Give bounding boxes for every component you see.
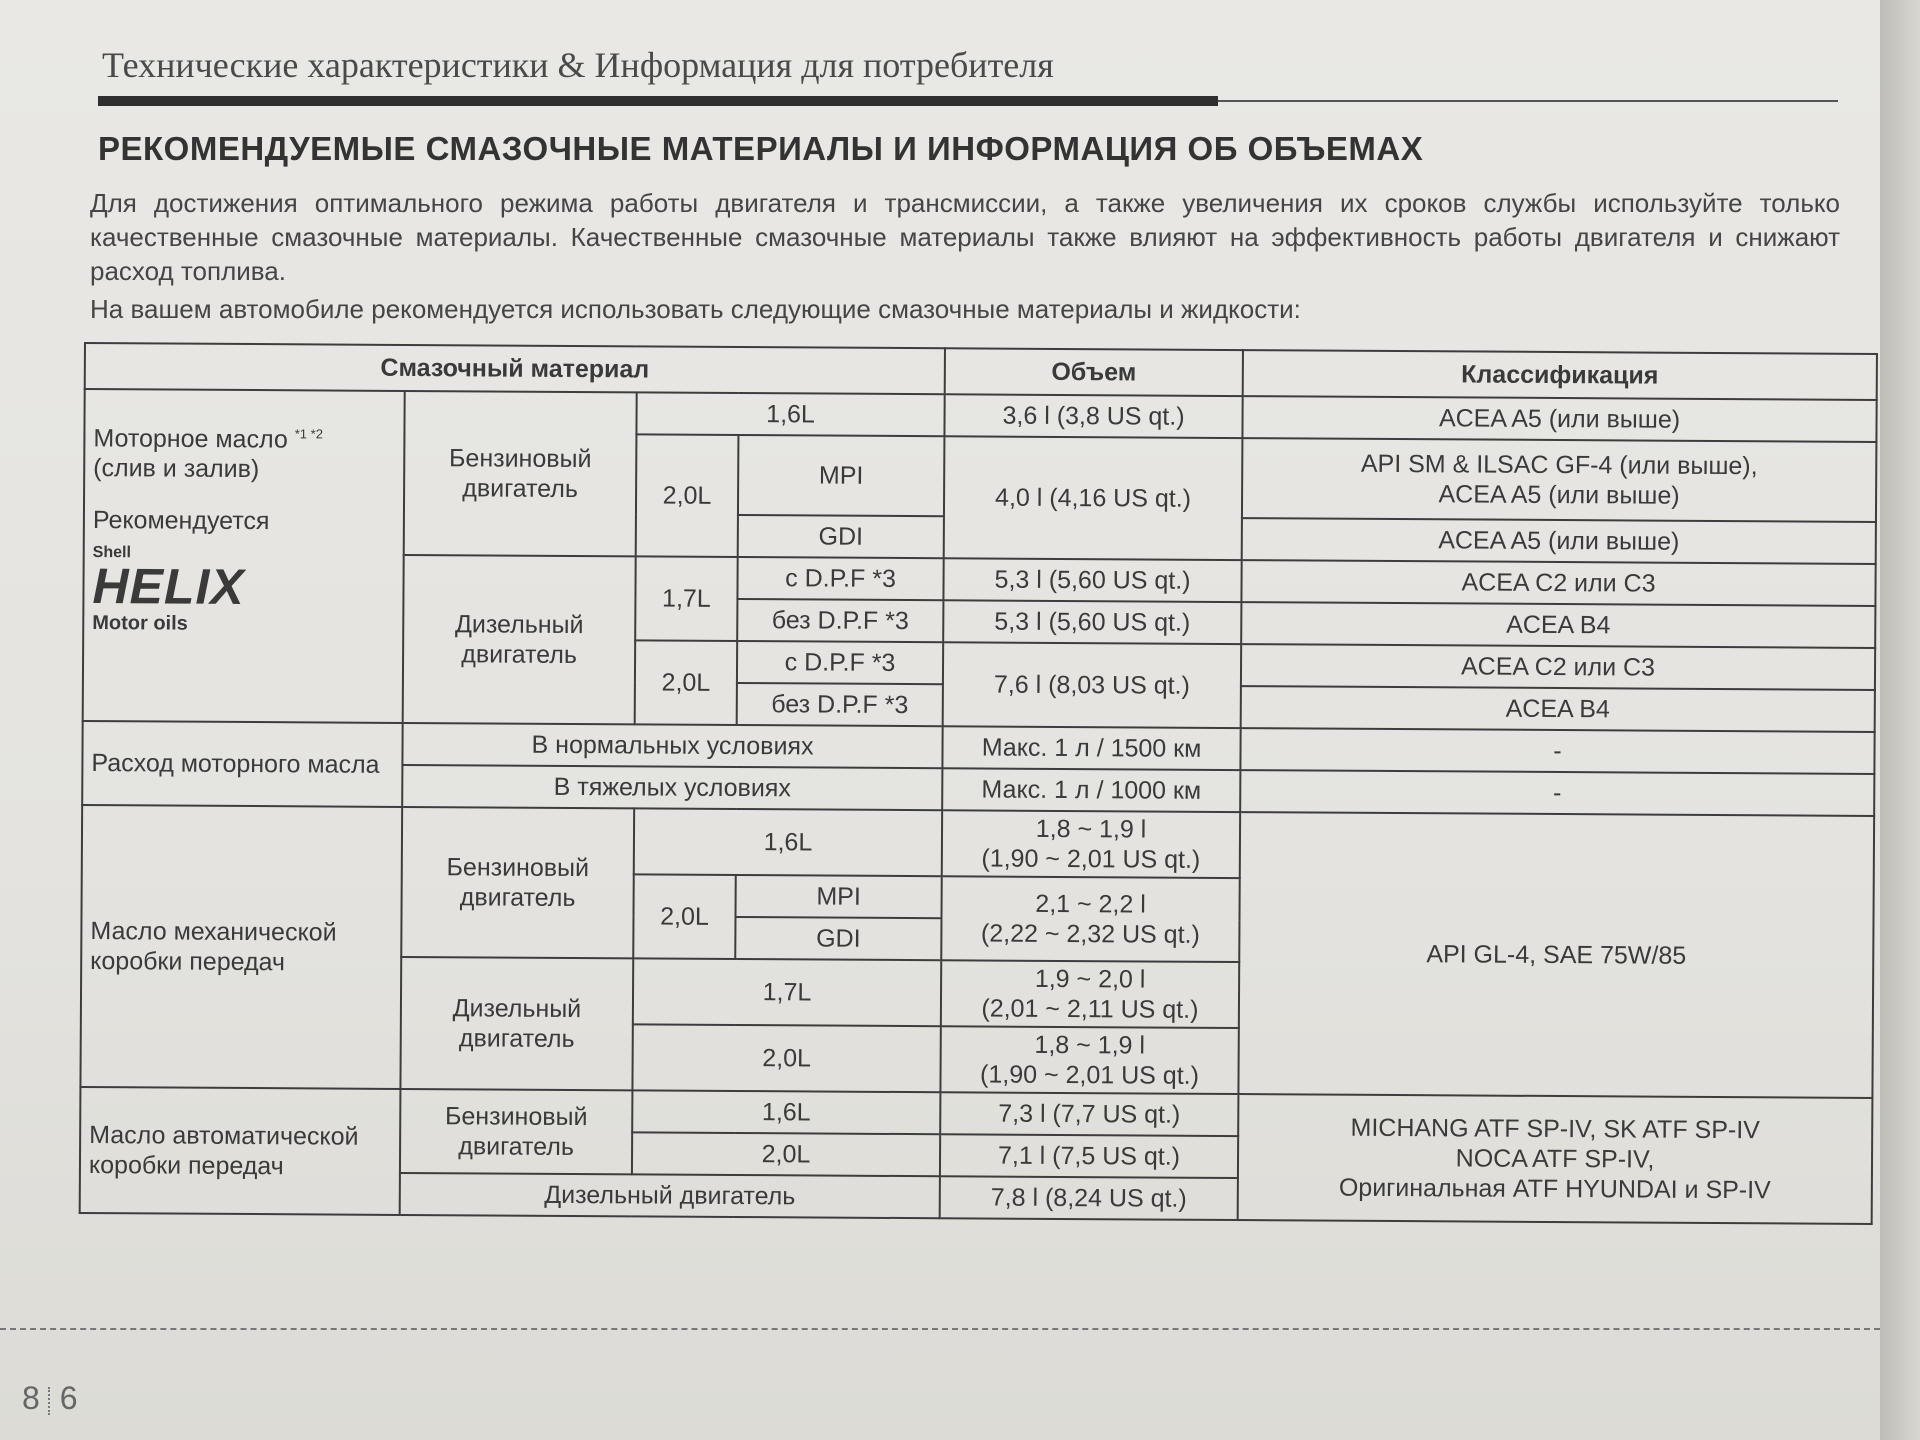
at-r2-size: 2,0L bbox=[632, 1132, 940, 1176]
logo-helix-text: HELIX bbox=[92, 558, 245, 616]
manual-class: API GL-4, SAE 75W/85 bbox=[1238, 812, 1874, 1098]
eo-r7-type: без D.P.F *3 bbox=[737, 683, 943, 726]
eo-r4-size: 1,7L bbox=[635, 556, 738, 641]
eo-r1-size: 1,6L bbox=[636, 392, 944, 436]
section-title: РЕКОМЕНДУЕМЫЕ СМАЗОЧНЫЕ МАТЕРИАЛЫ И ИНФОРМАЦИЯ ОБ ОБЪЕМАХ bbox=[98, 130, 1424, 167]
eo-r2-class-line2: ACEA A5 (или выше) bbox=[1438, 480, 1680, 510]
footer-divider bbox=[0, 1328, 1880, 1330]
mt-r4-vol2: (2,01 ~ 2,11 US qt.) bbox=[981, 994, 1199, 1024]
mt-r2-type: MPI bbox=[735, 875, 941, 918]
eo-r7-class: ACEA B4 bbox=[1241, 686, 1875, 732]
automatic-class-line3: Оригинальная ATF HYUNDAI и SP-IV bbox=[1338, 1173, 1771, 1205]
automatic-class-line1: MICHANG ATF SP-IV, SK ATF SP-IV bbox=[1350, 1113, 1760, 1145]
intro-paragraph-1: Для достижения оптимального режима работы двигателя и трансмиссии, а также увеличения их сроков службы используйте только качественные смазочные материалы. Качественные смазочные материалы также влияют на эффективность работы двигателя и снижают расход топлива. bbox=[90, 188, 1840, 286]
page-number bbox=[22, 1380, 78, 1417]
mt-r5-vol1: 1,8 ~ 1,9 l bbox=[1034, 1030, 1146, 1060]
manual-label: Масло механической коробки передач bbox=[80, 805, 402, 1089]
oil-consumption-normal-value: Макс. 1 л / 1500 км bbox=[942, 726, 1240, 770]
oil-consumption-normal-class: - bbox=[1240, 728, 1874, 774]
eo-r3-type: GDI bbox=[738, 515, 944, 558]
eo-r1-volume: 3,6 l (3,8 US qt.) bbox=[944, 394, 1242, 438]
engine-oil-sublabel: (слив и залив) bbox=[93, 454, 260, 484]
at-r2-volume: 7,1 l (7,5 US qt.) bbox=[940, 1134, 1238, 1178]
mt-r2-volume bbox=[941, 876, 1240, 962]
oil-consumption-label: Расход моторного масла bbox=[82, 721, 403, 807]
next-page-edge bbox=[1880, 0, 1920, 1440]
at-r3-volume: 7,8 l (8,24 US qt.) bbox=[940, 1176, 1238, 1220]
eo-r4-class: ACEA C2 или C3 bbox=[1241, 560, 1875, 606]
at-r1-volume: 7,3 l (7,7 US qt.) bbox=[940, 1092, 1238, 1136]
eo-r1-class: ACEA A5 (или выше) bbox=[1242, 396, 1876, 442]
mt-r4-vol1: 1,9 ~ 2,0 l bbox=[1034, 964, 1146, 994]
page-header bbox=[98, 40, 1218, 106]
mt-r3-type: GDI bbox=[735, 917, 941, 960]
manual-diesel: Дизельный двигатель bbox=[400, 957, 633, 1090]
eo-r5-volume: 5,3 l (5,60 US qt.) bbox=[943, 600, 1241, 644]
automatic-label: Масло автоматической коробки передач bbox=[80, 1087, 401, 1215]
page-number-right: 6 bbox=[59, 1380, 78, 1416]
automatic-class bbox=[1238, 1094, 1873, 1224]
eo-r6-volume: 7,6 l (8,03 US qt.) bbox=[943, 642, 1242, 728]
at-r1-size: 1,6L bbox=[632, 1090, 940, 1134]
automatic-class-line2: NOCA ATF SP-IV, bbox=[1455, 1144, 1655, 1174]
mt-r1-vol1: 1,8 ~ 1,9 l bbox=[1035, 814, 1147, 844]
eo-r3-class: ACEA A5 (или выше) bbox=[1242, 518, 1876, 564]
recommended-label: Рекомендуется bbox=[92, 506, 270, 536]
eo-r2-type: MPI bbox=[738, 435, 944, 516]
mt-r5-size: 2,0L bbox=[632, 1024, 940, 1092]
eo-r6-size: 2,0L bbox=[635, 640, 738, 725]
eo-r4-type: с D.P.F *3 bbox=[737, 557, 943, 600]
eo-r5-type: без D.P.F *3 bbox=[737, 599, 943, 642]
intro-text bbox=[90, 186, 1840, 326]
eo-r4-volume: 5,3 l (5,60 US qt.) bbox=[943, 558, 1241, 602]
eo-r2-class-line1: API SM & ILSAC GF-4 (или выше), bbox=[1360, 449, 1758, 481]
intro-paragraph-2: На вашем автомобиле рекомендуется использовать следующие смазочные материалы и жидкости: bbox=[90, 294, 1301, 324]
mt-r1-vol2: (1,90 ~ 2,01 US qt.) bbox=[981, 844, 1201, 874]
eo-r5-class: ACEA B4 bbox=[1241, 602, 1875, 648]
oil-consumption-normal: В нормальных условиях bbox=[402, 723, 942, 768]
manual-petrol: Бензиновый двигатель bbox=[401, 807, 634, 958]
logo-motor-text: Motor oils bbox=[92, 612, 188, 635]
eo-r6-type: с D.P.F *3 bbox=[737, 641, 943, 684]
mt-r2-vol1: 2,1 ~ 2,2 l bbox=[1035, 889, 1146, 919]
logo-shell-text: Shell bbox=[92, 544, 131, 562]
eo-r2-class bbox=[1242, 438, 1876, 522]
automatic-petrol: Бензиновый двигатель bbox=[400, 1089, 633, 1174]
mt-r1-size: 1,6L bbox=[634, 808, 942, 876]
mt-r5-vol2: (1,90 ~ 2,01 US qt.) bbox=[980, 1060, 1200, 1090]
engine-oil-petrol: Бензиновый двигатель bbox=[404, 391, 637, 556]
lubricants-table bbox=[79, 342, 1878, 1225]
mt-r4-volume bbox=[941, 960, 1239, 1028]
eo-r2-volume: 4,0 l (4,16 US qt.) bbox=[944, 436, 1243, 560]
engine-oil-diesel: Дизельный двигатель bbox=[403, 555, 636, 724]
automatic-diesel: Дизельный двигатель bbox=[400, 1173, 940, 1218]
mt-r2-vol2: (2,22 ~ 2,32 US qt.) bbox=[980, 919, 1200, 949]
header-title: Технические характеристики & Информация для потребителя bbox=[102, 45, 1054, 85]
oil-consumption-heavy-value: Макс. 1 л / 1000 км bbox=[942, 768, 1240, 812]
header-classification: Классификация bbox=[1243, 350, 1877, 400]
page-number-left: 8 bbox=[22, 1380, 40, 1416]
eo-r2-size: 2,0L bbox=[636, 434, 739, 557]
header-rule bbox=[1218, 100, 1838, 102]
mt-r4-size: 1,7L bbox=[633, 958, 941, 1026]
engine-oil-cell bbox=[83, 389, 405, 723]
engine-oil-label: Моторное масло bbox=[93, 424, 288, 454]
engine-oil-footnote: *1 *2 bbox=[294, 426, 324, 442]
eo-r6-class: ACEA C2 или C3 bbox=[1241, 644, 1875, 690]
mt-r1-volume bbox=[942, 810, 1240, 878]
header-volume: Объем bbox=[945, 348, 1243, 396]
shell-helix-logo bbox=[92, 545, 313, 634]
header-material: Смазочный материал bbox=[85, 343, 945, 394]
mt-r5-volume bbox=[940, 1026, 1238, 1094]
oil-consumption-heavy: В тяжелых условиях bbox=[402, 765, 942, 810]
page-number-separator bbox=[48, 1387, 52, 1415]
table-row bbox=[82, 805, 1874, 882]
mt-r2-size: 2,0L bbox=[633, 874, 736, 959]
oil-consumption-heavy-class: - bbox=[1240, 770, 1874, 816]
